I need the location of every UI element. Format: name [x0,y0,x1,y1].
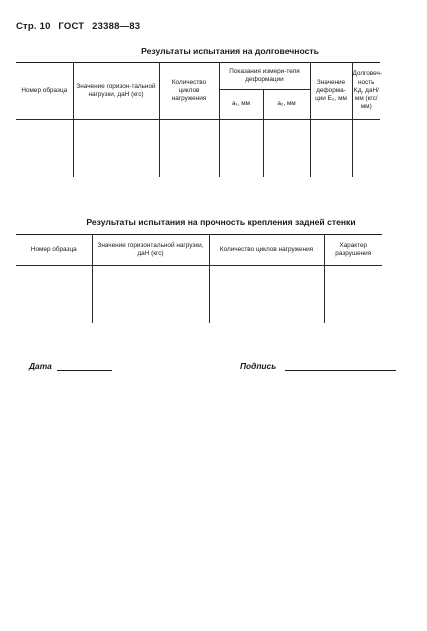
standard-label: ГОСТ [58,21,85,32]
col-cycles-header: Количество циклов нагружения [209,235,324,266]
col-deform-header: Значение деформа-ции E₀, мм [310,63,352,120]
standard-number: 23388—83 [92,21,141,32]
col-a1-header: a₁, мм [219,90,263,120]
signature-label: Подпись [240,361,277,371]
date-label: Дата [29,361,52,371]
col-sample-header: Номер образца [16,63,73,120]
strength-empty-row [16,266,382,323]
col-load-header: Значение горизонтальной нагрузки, даН (кгс) [92,235,209,266]
col-failure-header: Характер разрушения [324,235,382,266]
col-coef-header: Долговеч-ность Kд, даН/мм (кгс/мм) [352,63,380,120]
col-load-header: Значение горизон-тальной нагрузки, даН (кгс) [73,63,159,120]
strength-table [16,234,382,323]
durability-title: Результаты испытания на долговечность [141,46,319,56]
page-header [16,21,145,32]
col-meter-header: Показания измери-теля деформации [219,63,310,90]
date-line[interactable] [57,370,112,371]
durability-table [16,62,380,177]
signature-line[interactable] [285,370,396,371]
strength-title: Результаты испытания на прочность крепления задней стенки [86,217,356,227]
col-a2-header: a₂, мм [263,90,310,120]
durability-empty-row [16,120,380,177]
page-label: Стр. 10 [16,21,51,32]
col-sample-header: Номер образца [16,235,92,266]
col-cycles-header: Количество циклов нагружения [159,63,219,120]
